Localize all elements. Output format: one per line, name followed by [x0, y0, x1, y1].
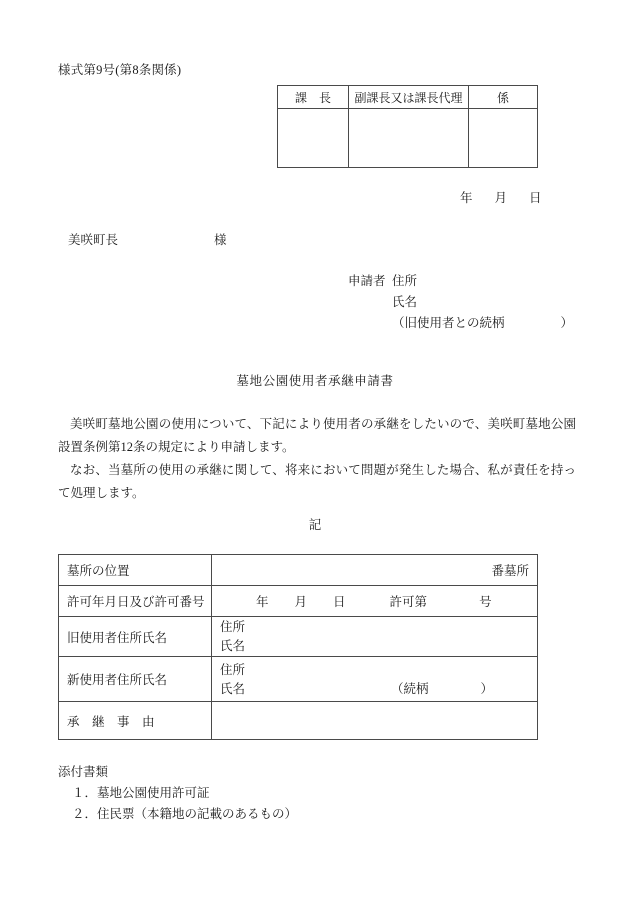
- applicant-name-line: [348, 292, 573, 313]
- applicant-relation-line: [348, 313, 573, 334]
- table-row-new-user: [59, 657, 538, 702]
- addressee-line: [68, 230, 227, 248]
- applicant-address-line: [348, 271, 573, 292]
- new-user-name-line: [220, 680, 529, 699]
- applicant-label: 申請者: [348, 274, 386, 288]
- row-value-grave-location[interactable]: 番墓所: [212, 555, 538, 586]
- new-user-relation-close: ）: [480, 681, 494, 696]
- permit-year-label: 年: [256, 595, 269, 609]
- table-row-permit-date-number: [59, 586, 538, 617]
- date-year-label: 年: [460, 191, 473, 205]
- permit-day-label: 日: [333, 595, 346, 609]
- applicant-name-label: 氏名: [392, 295, 418, 309]
- attachments-section: [58, 762, 297, 825]
- addressee-name: 美咲町長: [68, 233, 119, 247]
- former-user-address-label: 住所: [220, 620, 246, 634]
- row-label-succession-reason: 承 継 事 由: [59, 702, 212, 740]
- row-label-grave-location: 墓所の位置: [59, 555, 212, 586]
- row-value-new-user[interactable]: [212, 657, 538, 702]
- row-value-permit-date-number[interactable]: [212, 586, 538, 617]
- page-title: 墓地公園使用者承継申請書: [236, 374, 394, 388]
- row-label-new-user: 新使用者住所氏名: [59, 657, 212, 702]
- approval-header-clerk: 係: [469, 86, 538, 109]
- ki-marker: 記: [308, 518, 322, 532]
- row-value-succession-reason[interactable]: [212, 702, 538, 740]
- approval-stamp-table: [277, 85, 538, 168]
- permit-month-label: 月: [294, 595, 308, 609]
- applicant-block: [348, 271, 573, 334]
- applicant-relation-open: （旧使用者との続柄: [392, 316, 505, 330]
- new-user-address-line: [220, 661, 529, 680]
- row-label-permit-date-number: 許可年月日及び許可番号: [59, 586, 212, 617]
- approval-stamp-row: [278, 109, 538, 168]
- new-user-relation-open: （続柄: [391, 681, 429, 696]
- attachments-title: 添付書類: [58, 765, 109, 779]
- approval-cell-deputy-chief[interactable]: [349, 109, 469, 168]
- approval-cell-section-chief[interactable]: [278, 109, 349, 168]
- addressee-honorific: 様: [214, 233, 227, 247]
- approval-header-deputy-chief: 副課長又は課長代理: [349, 86, 469, 109]
- attachment-item-2: ２．住民票（本籍地の記載のあるもの）: [72, 807, 298, 821]
- table-row-succession-reason: [59, 702, 538, 740]
- body-text: [58, 413, 576, 505]
- attachment-item-1: １．墓地公園使用許可証: [72, 786, 210, 800]
- permit-number-label: 許可第: [389, 595, 428, 609]
- former-user-name-line: [220, 637, 529, 656]
- former-user-address-line: [220, 618, 529, 637]
- approval-header-section-chief: 課 長: [278, 86, 349, 109]
- row-value-former-user[interactable]: [212, 617, 538, 657]
- main-form-table: [58, 554, 538, 740]
- new-user-name-label: 氏名: [220, 681, 246, 696]
- body-paragraph-2: なお、当墓所の使用の承継に関して、将来において問題が発生した場合、私が責任を持って処理します。: [58, 463, 576, 500]
- table-row-former-user: [59, 617, 538, 657]
- new-user-address-label: 住所: [220, 662, 246, 677]
- applicant-address-label: 住所: [392, 274, 418, 288]
- date-month-label: 月: [494, 191, 508, 205]
- table-row-grave-location: [59, 555, 538, 586]
- form-number: 様式第9号(第8条関係): [58, 63, 182, 77]
- date-day-label: 日: [529, 191, 542, 205]
- permit-number-unit: 号: [479, 595, 492, 609]
- body-paragraph-1: 美咲町墓地公園の使用について、下記により使用者の承継をしたいので、美咲町墓地公園設置条例第12条の規定により申請します。: [58, 417, 576, 454]
- date-line: [460, 188, 542, 206]
- applicant-relation-close: ）: [560, 316, 574, 330]
- row-label-former-user: 旧使用者住所氏名: [59, 617, 212, 657]
- former-user-name-label: 氏名: [220, 639, 246, 653]
- approval-cell-clerk[interactable]: [469, 109, 538, 168]
- approval-header-row: [278, 86, 538, 109]
